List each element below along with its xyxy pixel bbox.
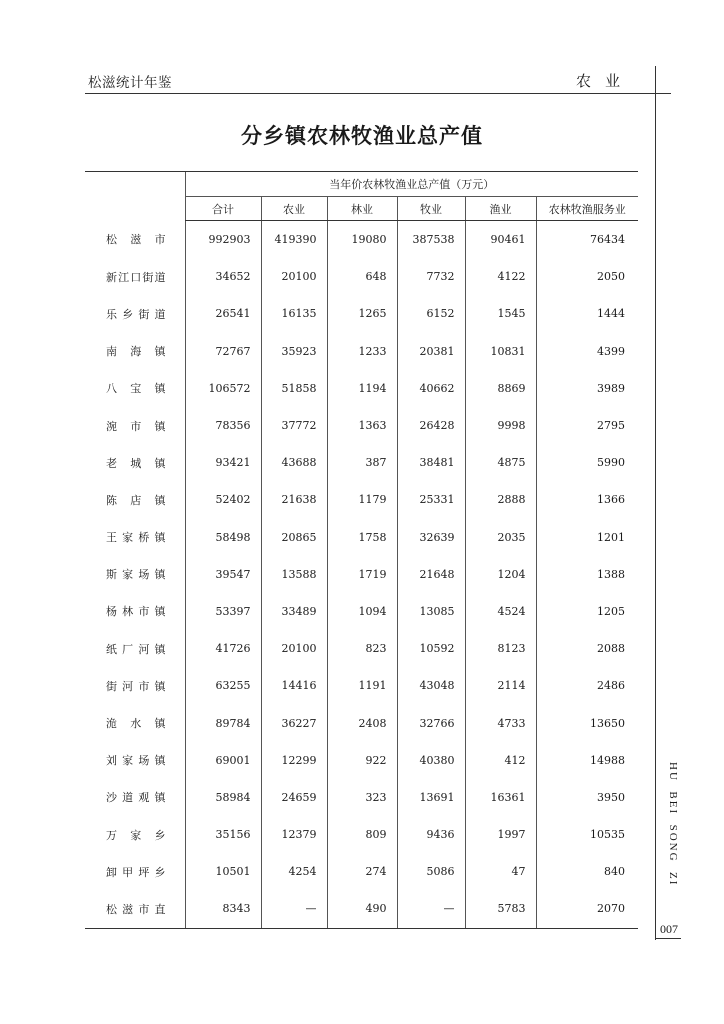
table-cell: 1265 xyxy=(327,295,397,332)
table-cell: 89784 xyxy=(185,704,261,741)
table-cell: 5783 xyxy=(465,890,536,928)
row-label: 涴市镇 xyxy=(106,419,166,433)
table-cell: 992903 xyxy=(185,221,261,259)
page-number: 007 xyxy=(660,922,678,936)
table-cell: 20381 xyxy=(397,333,465,370)
table-cell: 809 xyxy=(327,816,397,853)
table-cell: 8869 xyxy=(465,370,536,407)
table-cell: 1094 xyxy=(327,593,397,630)
table-cell: 90461 xyxy=(465,221,536,259)
column-header: 牧业 xyxy=(397,197,465,221)
row-label: 街河市镇 xyxy=(106,679,166,693)
table-cell: 387 xyxy=(327,444,397,481)
column-header: 林业 xyxy=(327,197,397,221)
table-cell: 1997 xyxy=(465,816,536,853)
table-cell: 21648 xyxy=(397,556,465,593)
table-cell: 47 xyxy=(465,853,536,890)
table-cell: 1191 xyxy=(327,667,397,704)
table-cell: 51858 xyxy=(261,370,327,407)
table-cell: 53397 xyxy=(185,593,261,630)
table-cell: 4875 xyxy=(465,444,536,481)
column-header: 合计 xyxy=(185,197,261,221)
table-row xyxy=(85,333,638,370)
table-row xyxy=(85,444,638,481)
table-cell: 8343 xyxy=(185,890,261,928)
table-cell: 387538 xyxy=(397,221,465,259)
table-cell: 10831 xyxy=(465,333,536,370)
table-cell: 2888 xyxy=(465,481,536,518)
table-cell: 12299 xyxy=(261,742,327,779)
row-label: 陈店镇 xyxy=(106,493,166,507)
table-row xyxy=(85,853,638,890)
table-cell: 38481 xyxy=(397,444,465,481)
table-cell: 412 xyxy=(465,742,536,779)
table-cell: 13085 xyxy=(397,593,465,630)
row-label: 沙道观镇 xyxy=(106,791,166,805)
table-cell: 106572 xyxy=(185,370,261,407)
table-cell: 14416 xyxy=(261,667,327,704)
table-cell: 19080 xyxy=(327,221,397,259)
table-cell: 1205 xyxy=(536,593,638,630)
table-row xyxy=(85,519,638,556)
page-number-rule xyxy=(655,938,681,939)
table-row xyxy=(85,667,638,704)
table-cell: 10501 xyxy=(185,853,261,890)
table-cell: 1758 xyxy=(327,519,397,556)
table-cell: 1204 xyxy=(465,556,536,593)
table-cell: 4399 xyxy=(536,333,638,370)
table-cell: 34652 xyxy=(185,258,261,295)
table-cell: 840 xyxy=(536,853,638,890)
table-cell: 922 xyxy=(327,742,397,779)
table-row xyxy=(85,556,638,593)
table-cell: — xyxy=(261,890,327,928)
table-cell: 2088 xyxy=(536,630,638,667)
table-cell: 6152 xyxy=(397,295,465,332)
table-cell: 35923 xyxy=(261,333,327,370)
table-row xyxy=(85,295,638,332)
table-cell: 2486 xyxy=(536,667,638,704)
row-label: 南海镇 xyxy=(106,345,166,359)
row-label: 杨林市镇 xyxy=(106,605,166,619)
table-cell: 26428 xyxy=(397,407,465,444)
table-row xyxy=(85,742,638,779)
table-cell: 16361 xyxy=(465,779,536,816)
table-cell: 2070 xyxy=(536,890,638,928)
table-cell: 32766 xyxy=(397,704,465,741)
table-cell: 2035 xyxy=(465,519,536,556)
table-cell: 40662 xyxy=(397,370,465,407)
table-cell: 69001 xyxy=(185,742,261,779)
table-row xyxy=(85,370,638,407)
page-title: 分乡镇农林牧渔业总产值 xyxy=(241,123,483,148)
row-label: 纸厂河镇 xyxy=(106,642,166,656)
table-cell: 323 xyxy=(327,779,397,816)
row-label: 松滋市直 xyxy=(85,890,185,928)
row-label: 新江口街道 xyxy=(106,270,166,284)
table-cell: 9998 xyxy=(465,407,536,444)
row-label: 松滋市 xyxy=(106,233,166,247)
side-running-text: HU BEI SONG ZI xyxy=(667,762,679,887)
table-cell: 58984 xyxy=(185,779,261,816)
table-cell: — xyxy=(397,890,465,928)
row-label: 乐乡街道 xyxy=(106,307,166,321)
table-cell: 4524 xyxy=(465,593,536,630)
table-cell: 1233 xyxy=(327,333,397,370)
table-cell: 648 xyxy=(327,258,397,295)
table-cell: 43688 xyxy=(261,444,327,481)
column-header: 农林牧渔服务业 xyxy=(536,197,638,221)
row-label: 老城镇 xyxy=(106,456,166,470)
table-cell: 2408 xyxy=(327,704,397,741)
margin-rule xyxy=(655,66,656,940)
table-row xyxy=(85,779,638,816)
table-cell: 490 xyxy=(327,890,397,928)
table-cell: 1194 xyxy=(327,370,397,407)
table-row xyxy=(85,221,638,259)
table-cell: 13588 xyxy=(261,556,327,593)
row-label: 王家桥镇 xyxy=(106,531,166,545)
table-cell: 1201 xyxy=(536,519,638,556)
table-cell: 5086 xyxy=(397,853,465,890)
table-cell: 1179 xyxy=(327,481,397,518)
row-label: 八宝镇 xyxy=(106,382,166,396)
table-cell: 4122 xyxy=(465,258,536,295)
table-cell: 2050 xyxy=(536,258,638,295)
header-rule-right xyxy=(655,93,671,94)
table-cell: 1388 xyxy=(536,556,638,593)
table-row xyxy=(85,258,638,295)
table-cell: 4254 xyxy=(261,853,327,890)
table-corner-cell xyxy=(85,172,185,221)
table-cell: 7732 xyxy=(397,258,465,295)
table-cell: 20100 xyxy=(261,630,327,667)
table-cell: 419390 xyxy=(261,221,327,259)
row-label: 卸甲坪乡 xyxy=(106,865,166,879)
table-cell: 63255 xyxy=(185,667,261,704)
table-cell: 10535 xyxy=(536,816,638,853)
table-cell: 41726 xyxy=(185,630,261,667)
table-cell: 13650 xyxy=(536,704,638,741)
row-label: 洈水镇 xyxy=(106,717,166,731)
table-cell: 93421 xyxy=(185,444,261,481)
table-row xyxy=(85,481,638,518)
table-cell: 1545 xyxy=(465,295,536,332)
output-value-table xyxy=(85,171,638,929)
table-group-header-row xyxy=(85,172,638,197)
table-cell: 58498 xyxy=(185,519,261,556)
section-title: 农业 xyxy=(576,72,635,90)
table-cell: 37772 xyxy=(261,407,327,444)
table-cell: 1363 xyxy=(327,407,397,444)
table-cell: 1444 xyxy=(536,295,638,332)
table-cell: 5990 xyxy=(536,444,638,481)
table-cell: 35156 xyxy=(185,816,261,853)
row-label: 万家乡 xyxy=(106,828,166,842)
column-header: 农业 xyxy=(261,197,327,221)
table-cell: 1719 xyxy=(327,556,397,593)
table-cell: 32639 xyxy=(397,519,465,556)
table-cell: 36227 xyxy=(261,704,327,741)
table-cell: 20100 xyxy=(261,258,327,295)
table-cell: 16135 xyxy=(261,295,327,332)
table-cell: 21638 xyxy=(261,481,327,518)
table-row xyxy=(85,816,638,853)
table-row xyxy=(85,890,638,928)
table-cell: 8123 xyxy=(465,630,536,667)
table-cell: 10592 xyxy=(397,630,465,667)
table-cell: 20865 xyxy=(261,519,327,556)
table-cell: 14988 xyxy=(536,742,638,779)
table-cell: 12379 xyxy=(261,816,327,853)
table-cell: 25331 xyxy=(397,481,465,518)
table-cell: 3989 xyxy=(536,370,638,407)
table-cell: 3950 xyxy=(536,779,638,816)
table-cell: 1366 xyxy=(536,481,638,518)
column-header: 渔业 xyxy=(465,197,536,221)
table-cell: 4733 xyxy=(465,704,536,741)
table-cell: 76434 xyxy=(536,221,638,259)
table-cell: 78356 xyxy=(185,407,261,444)
row-label: 斯家场镇 xyxy=(106,568,166,582)
table-cell: 43048 xyxy=(397,667,465,704)
table-cell: 823 xyxy=(327,630,397,667)
table-row xyxy=(85,593,638,630)
group-header: 当年价农林牧渔业总产值（万元） xyxy=(185,172,638,197)
table-cell: 72767 xyxy=(185,333,261,370)
table-cell: 33489 xyxy=(261,593,327,630)
table-cell: 40380 xyxy=(397,742,465,779)
table-cell: 9436 xyxy=(397,816,465,853)
table-cell: 2114 xyxy=(465,667,536,704)
table-body xyxy=(85,221,638,929)
table-row xyxy=(85,704,638,741)
table-row xyxy=(85,630,638,667)
table-cell: 13691 xyxy=(397,779,465,816)
table-cell: 274 xyxy=(327,853,397,890)
row-label: 刘家场镇 xyxy=(106,754,166,768)
table-cell: 26541 xyxy=(185,295,261,332)
header-rule xyxy=(85,93,655,94)
table-cell: 52402 xyxy=(185,481,261,518)
yearbook-title: 松滋统计年鉴 xyxy=(88,75,172,91)
table-cell: 24659 xyxy=(261,779,327,816)
table-cell: 39547 xyxy=(185,556,261,593)
table-cell: 2795 xyxy=(536,407,638,444)
table-row xyxy=(85,407,638,444)
